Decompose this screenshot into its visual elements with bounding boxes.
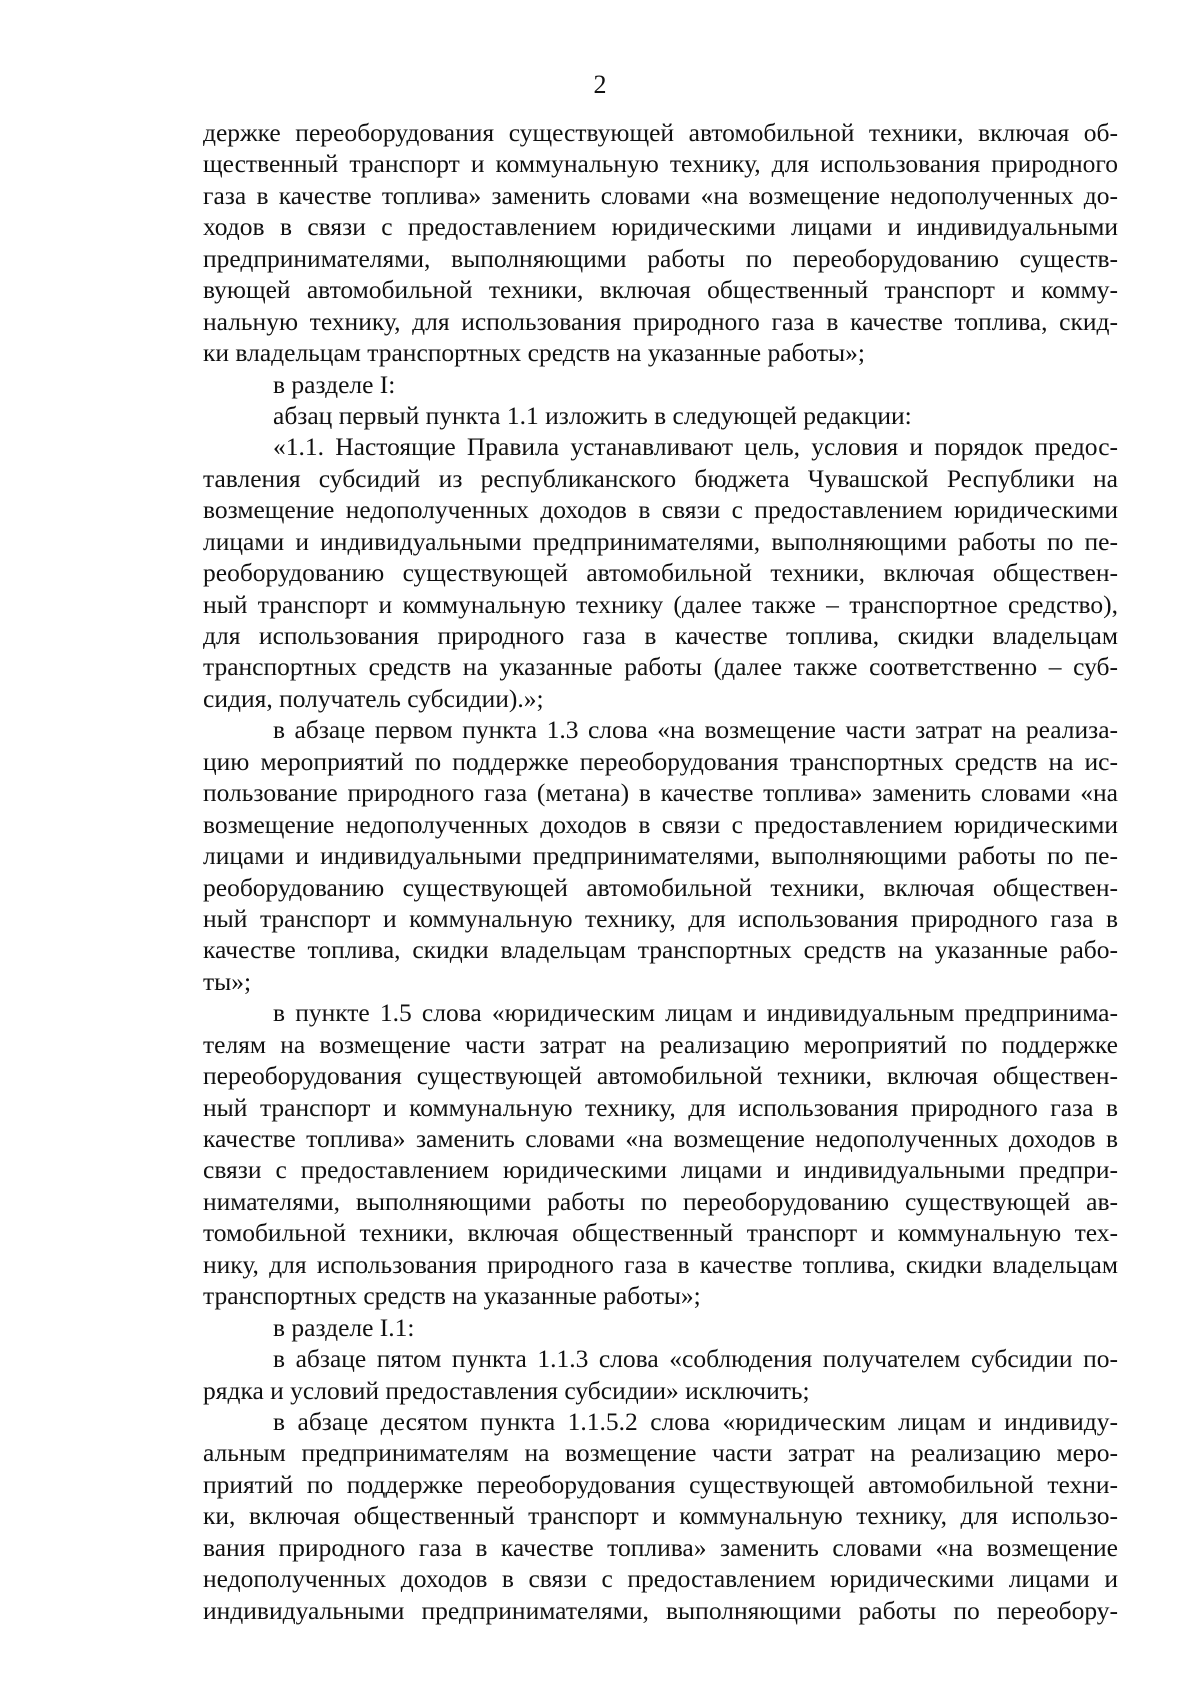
document-line: ходов в связи с предоставлением юридическими лицами и индивидуальными <box>203 212 1118 242</box>
document-line: транспортных средств на указанные работы (далее также соответственно – суб- <box>203 652 1118 682</box>
document-line: качестве топлива» заменить словами «на возмещение недополученных доходов в <box>203 1124 1118 1153</box>
document-line: лицами и индивидуальными предпринимателями, выполняющими работы по пе- <box>203 841 1118 871</box>
document-line: пользование природного газа (метана) в качестве топлива» заменить словами «на <box>203 778 1118 808</box>
document-line: вания природного газа в качестве топлива» заменить словами «на возмещение <box>203 1532 1118 1562</box>
document-line: в разделе I.1: <box>273 1312 415 1342</box>
document-line: для использования природного газа в качестве топлива, скидки владельцам <box>203 621 1118 650</box>
document-line: в пункте 1.5 слова «юридическим лицам и индивидуальным предпринима- <box>273 998 1118 1028</box>
document-line: приятий по поддержке переоборудования существующей автомобильной техни- <box>203 1469 1118 1499</box>
document-body <box>203 117 1118 1626</box>
document-line: альным предпринимателям на возмещение части затрат на реализацию меро- <box>203 1438 1118 1468</box>
document-line: качестве топлива, скидки владельцам транспортных средств на указанные рабо- <box>203 935 1118 965</box>
document-line: предпринимателями, выполняющими работы по переоборудованию существ- <box>203 243 1118 273</box>
document-line: ный транспорт и коммунальную технику, для использования природного газа в <box>203 1092 1118 1122</box>
document-line: цию мероприятий по поддержке переоборудования транспортных средств на ис- <box>203 746 1118 776</box>
document-line: тавления субсидий из республиканского бюджета Чувашской Республики на <box>203 463 1118 493</box>
document-line: в абзаце первом пункта 1.3 слова «на возмещение части затрат на реализа- <box>273 715 1118 745</box>
document-line: в разделе I: <box>273 369 396 399</box>
document-line: возмещение недополученных доходов в связи с предоставлением юридическими <box>203 495 1118 525</box>
document-line: связи с предоставлением юридическими лицами и индивидуальными предпри- <box>203 1155 1118 1185</box>
document-line: держке переоборудования существующей автомобильной техники, включая об- <box>203 118 1118 147</box>
document-line: газа в качестве топлива» заменить словами «на возмещение недополученных до- <box>203 180 1118 210</box>
document-line: ный транспорт и коммунальную технику (далее также – транспортное средство), <box>203 589 1118 619</box>
document-line: лицами и индивидуальными предпринимателями, выполняющими работы по пе- <box>203 526 1118 556</box>
document-line: нимателями, выполняющими работы по переоборудованию существующей ав- <box>203 1186 1118 1216</box>
document-line: щественный транспорт и коммунальную технику, для использования природного <box>203 149 1118 179</box>
document-line: транспортных средств на указанные работы»; <box>203 1281 701 1311</box>
document-line: возмещение недополученных доходов в связи с предоставлением юридическими <box>203 809 1118 839</box>
document-line: «1.1. Настоящие Правила устанавливают цель, условия и порядок предос- <box>273 432 1118 462</box>
document-line: телям на возмещение части затрат на реализацию мероприятий по поддержке <box>203 1029 1118 1059</box>
document-line: абзац первый пункта 1.1 изложить в следующей редакции: <box>273 400 912 430</box>
document-line: в абзаце пятом пункта 1.1.3 слова «соблюдения получателем субсидии по- <box>273 1344 1118 1374</box>
document-line: рядка и условий предоставления субсидии» исключить; <box>203 1375 810 1405</box>
document-line: реоборудованию существующей автомобильной техники, включая обществен- <box>203 558 1118 588</box>
document-line: ки владельцам транспортных средств на указанные работы»; <box>203 338 866 368</box>
document-line: сидия, получатель субсидии).»; <box>203 683 544 713</box>
page-number: 2 <box>593 70 607 99</box>
document-line: вующей автомобильной техники, включая общественный транспорт и комму- <box>203 275 1118 305</box>
document-line: ты»; <box>203 966 252 996</box>
document-line: индивидуальными предпринимателями, выполняющими работы по переобору- <box>203 1595 1118 1625</box>
document-line: нику, для использования природного газа в качестве топлива, скидки владельцам <box>203 1249 1118 1279</box>
document-line: томобильной техники, включая общественный транспорт и коммунальную тех- <box>203 1218 1118 1248</box>
document-line: недополученных доходов в связи с предоставлением юридическими лицами и <box>203 1564 1118 1594</box>
document-line: переоборудования существующей автомобильной техники, включая обществен- <box>203 1061 1118 1091</box>
document-line: в абзаце десятом пункта 1.1.5.2 слова «юридическим лицам и индивиду- <box>273 1406 1118 1436</box>
document-line: нальную технику, для использования природного газа в качестве топлива, скид- <box>203 306 1118 336</box>
document-line: реоборудованию существующей автомобильной техники, включая обществен- <box>203 872 1118 902</box>
document-line: ный транспорт и коммунальную технику, для использования природного газа в <box>203 903 1118 933</box>
document-line: ки, включая общественный транспорт и коммунальную технику, для использо- <box>203 1501 1118 1531</box>
